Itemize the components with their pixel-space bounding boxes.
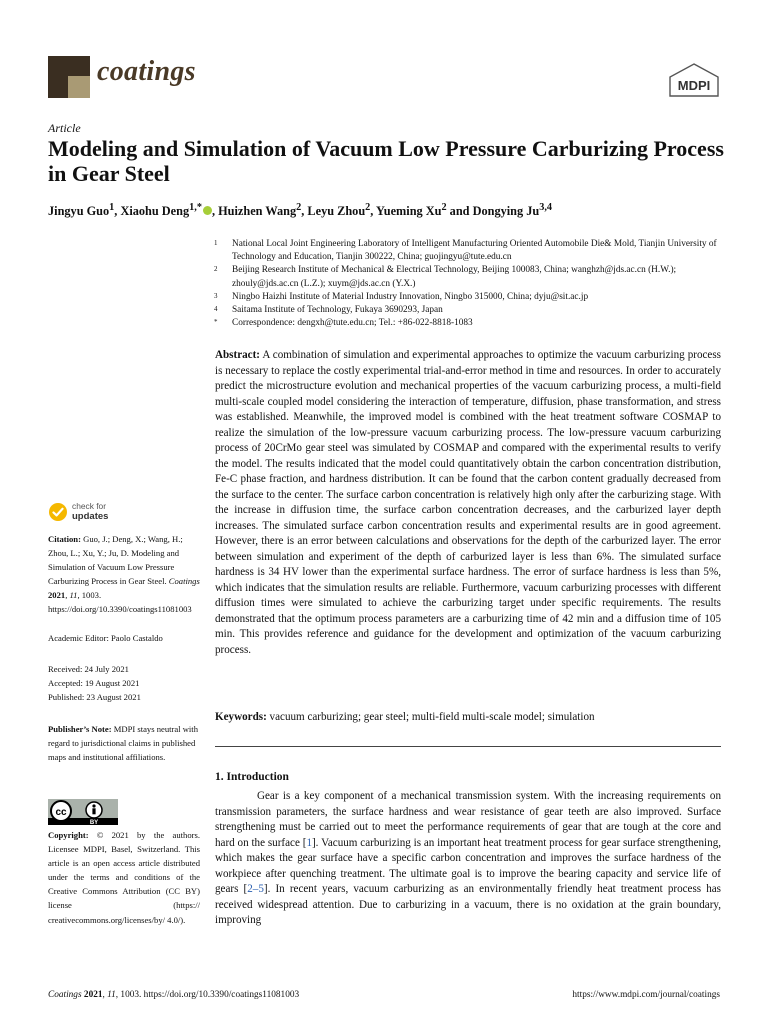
author-name: Dongying Ju — [472, 204, 540, 219]
affiliations — [212, 238, 722, 330]
author-affiliation-mark: 3,4 — [539, 202, 553, 213]
check-updates-icon — [48, 502, 68, 522]
academic-editor: Academic Editor: Paolo Castaldo — [48, 633, 163, 643]
check-updates-line2: updates — [72, 510, 109, 522]
footer-citation: Coatings 2021, 11, 1003. https://doi.org/10.3390/coatings11081003 — [48, 990, 300, 1000]
journal-logo-icon — [48, 56, 90, 98]
paper-title: Modeling and Simulation of Vacuum Low Pressure Carburizing Process in Gear Steel — [48, 136, 724, 186]
journal-name: coatings — [97, 56, 196, 87]
check-updates-line1: check for — [72, 501, 106, 511]
author-name: Yueming Xu — [375, 204, 442, 219]
author-affiliation-mark: 2 — [441, 202, 447, 213]
citation-link[interactable]: 2–5 — [247, 883, 264, 895]
citation-link[interactable]: 1 — [306, 836, 312, 849]
article-type: Article — [48, 121, 81, 135]
abstract — [215, 348, 721, 658]
affiliation-item: 1 National Local Joint Engineering Laboratory of Intelligent Manufacturing Oriented Automobile Die& Mold, Tianjin University of Technology and Education, Tianjin 300222, China; guojingyu@tute.edu.cn — [214, 239, 717, 263]
affiliation-item: 2 Beijing Research Institute of Mechanical & Electrical Technology, Beijing 100083, China; wanghzh@jds.ac.cn (H.W.); zhouly@jds.ac.cn (L.Z.); xuym@jds.ac.cn (Y.X.) — [214, 265, 677, 289]
keywords-label: Keywords: — [215, 711, 267, 723]
introduction-paragraph: Gear is a key component of a mechanical transmission system. With the increasing requirements on transmission parameters, the surface hardness and wear resistance of gear teeth are also improved. Surface strengthening must be carried out to meet the performance requirements of gear that are tough at the core and hard on the surface [1]. Vacuum carburizing is an important heat treatment process for gear surface strengthening, which makes the gear surface have a specific carbon concentration and improves the surface hardness of the workpiece after quenching treatment. The ultimate goal is to improve the bearing capacity and service life of gears [2–5]. In recent years, vacuum carburizing as an environmentally friendly heat treatment process has received widespread attention. Due to carburizing in a vacuum, there is no oxidation at the grain boundary, improving — [215, 790, 722, 926]
affiliation-item: 4 Saitama Institute of Technology, Fukaya 3690293, Japan — [214, 305, 443, 316]
section-heading: 1. Introduction — [215, 771, 289, 783]
orcid-icon[interactable] — [203, 206, 212, 215]
author-name: Leyu Zhou — [307, 204, 366, 219]
author-affiliation-mark: 1 — [109, 202, 115, 213]
journal-url-link[interactable]: https://www.mdpi.com/journal/coatings — [572, 990, 720, 1000]
keywords-text: vacuum carburizing; gear steel; multi-field multi-scale model; simulation — [269, 711, 595, 723]
cc-by-license-icon[interactable] — [48, 799, 118, 825]
publisher-logo-text: MDPI — [677, 78, 711, 93]
abstract-text: A combination of simulation and experimental approaches to optimize the vacuum carburizing process is necessary to replace the costly experimental trial-and-error method in time and resources. In order to accurately predict the microstructure evolution and mechanical properties of the vacuum carburizing process, a multi-field multi-scale coupled model considering the interaction of temperature, diffusion, phase transformation, and stress was established. Meanwhile, the improved model is combined with the heat treatment software COSMAP to realize the simulation of the low-pressure vacuum carburizing process. The low-pressure vacuum carburizing process of 20CrMo gear steel was simulated by COSMAP and compared with the experimental results to verify the model. The results indicated that the model could quantitatively obtain the carbon concentration distribution, Fe-C phase fraction, and hardness distribution. It can be found that the carbon content gradually decreased from the surface to the center. The surface carbon concentration is relatively high only after the carburizing stage. With the increase in diffusion time, the surface carbon concentration decreases, and the carburized layer depth increases. The simulated surface carbon concentration results and experimental results are in good agreement. However, there is an error between calculations and observations for the depth of the carburized layer. The error between simulation and experiment of the depth of carburized layer is less than 6%. The simulated surface hardness is 34 HV lower than the experimental surface hardness. The error of surface hardness is less than 5%, which indicates that the simulation results are reliable. Furthermore, vacuum carburizing processes with different diffusion times were simulated to achieve the carburizing target under specific requirements. The results demonstrated that the optimum process parameters are a carburizing time of 42 min and a diffusion time of 105 min. This provides reference and guidance for the development and optimization of the vacuum carburizing process. — [215, 349, 721, 656]
author-affiliation-mark: 2 — [365, 202, 371, 213]
cc-by-text: BY — [89, 820, 99, 825]
svg-text:cc: cc — [55, 807, 67, 818]
citation-block: Citation: Guo, J.; Deng, X.; Wang, H.; Zhou, L.; Xu, Y.; Ju, D. Modeling and Simulation of Vacuum Low Pressure Carburizing Process in Gear Steel. Coatings 2021, 11, 1003. https://doi.org/10.3390/coatings11081003 — [48, 534, 200, 615]
author-affiliation-mark: 2 — [296, 202, 302, 213]
affiliation-item: 3 Ningbo Haizhi Institute of Material Industry Innovation, Ningbo 315000, China; dyju@sit.ac.jp — [214, 291, 589, 302]
abstract-label: Abstract: — [215, 349, 260, 361]
published-date: Published: 23 August 2021 — [48, 692, 141, 703]
author-name: Huizhen Wang — [218, 204, 297, 219]
mdpi-logo-icon — [668, 63, 720, 97]
check-for-updates-button[interactable] — [48, 500, 168, 526]
received-date: Received: 24 July 2021 — [48, 664, 129, 674]
author-name: Xiaohu Deng — [120, 204, 190, 219]
keywords — [215, 710, 721, 726]
section-divider — [215, 746, 721, 747]
copyright-notice: Copyright: © 2021 by the authors. Licensee MDPI, Basel, Switzerland. This article is an open access article distributed under the terms and conditions of the Creative Commons Attribution (CC BY) license (https:// creativecommons.org/licenses/by/ 4.0/). — [48, 830, 200, 925]
author-name: Jingyu Guo — [48, 204, 110, 219]
correspondence: * Correspondence: dengxh@tute.edu.cn; Tel.: +86-022-8818-1083 — [214, 318, 473, 329]
article-dates — [48, 662, 200, 704]
publisher-note: Publisher’s Note: MDPI stays neutral with regard to jurisdictional claims in published maps and institutional affiliations. — [48, 724, 198, 763]
accepted-date: Accepted: 19 August 2021 — [48, 678, 140, 689]
author-affiliation-mark: 1,* — [189, 202, 202, 213]
author-list: Jingyu Guo$^1$, Xiaohu Deng$^{1,*}$ , Huizhen Wang$^2$, Leyu Zhou$^2$, Yueming Xu$^2$ and Dongying Ju$^{3,4}$ — [48, 202, 553, 219]
